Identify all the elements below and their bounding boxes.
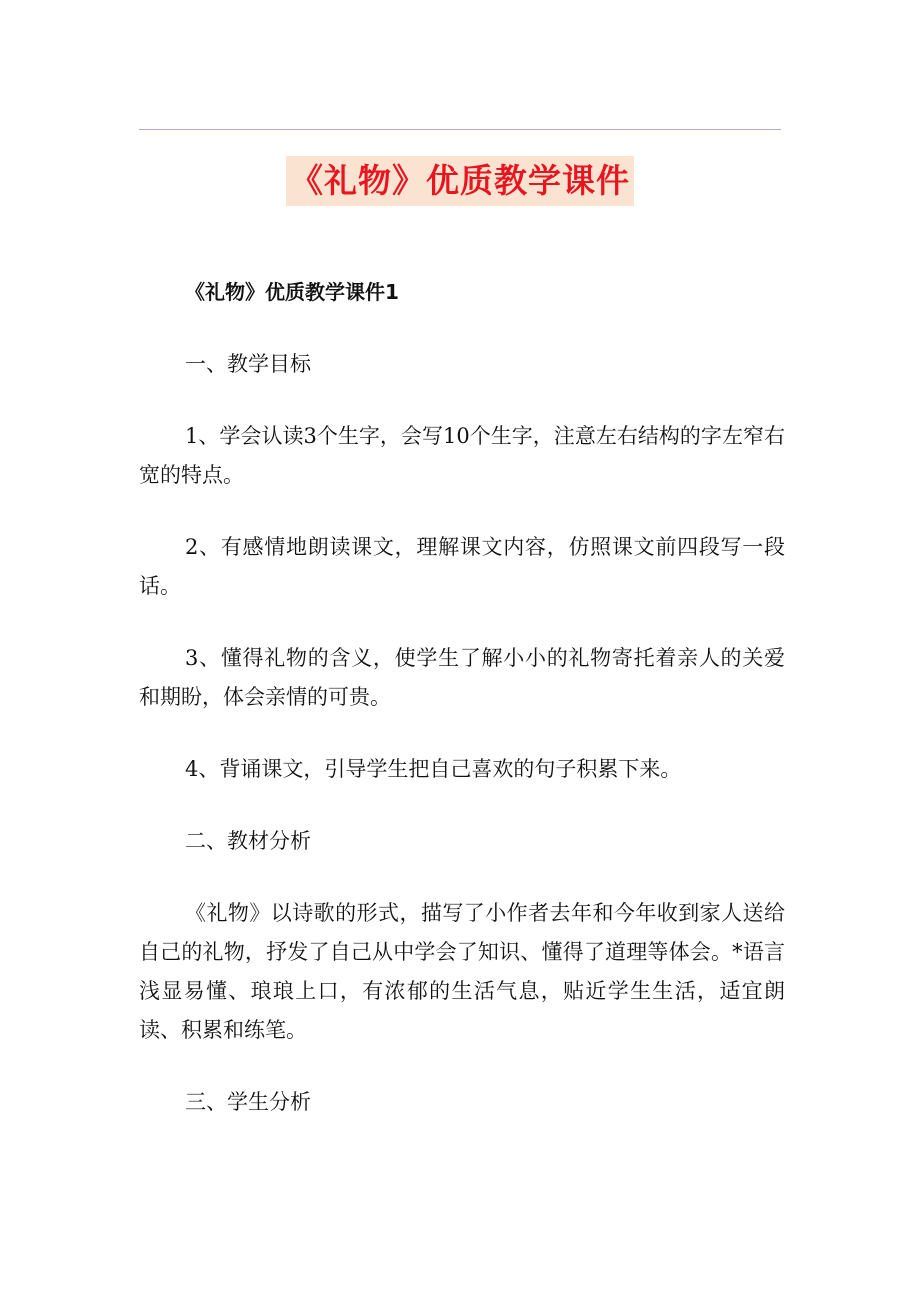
document-title: 《礼物》优质教学课件 [286, 156, 634, 206]
paragraph: 4、背诵课文，引导学生把自己喜欢的句子积累下来。 [185, 757, 682, 781]
header-divider [139, 129, 781, 130]
subsection-heading: 二、教材分析 [185, 829, 311, 853]
document-body [139, 273, 785, 1122]
subsection-heading: 三、学生分析 [185, 1090, 311, 1114]
section-heading: 《礼物》优质教学课件1 [185, 280, 399, 304]
paragraph: 1、学会认读3个生字，会写10个生字，注意左右结构的字左窄右宽的特点。 [139, 424, 785, 487]
paragraph: 3、懂得礼物的含义，使学生了解小小的礼物寄托着亲人的关爱和期盼，体会亲情的可贵。 [139, 646, 785, 709]
paragraph: 2、有感情地朗读课文，理解课文内容，仿照课文前四段写一段话。 [139, 535, 785, 598]
paragraph: 《礼物》以诗歌的形式，描写了小作者去年和今年收到家人送给自己的礼物，抒发了自己从中学会了知识、懂得了道理等体会。*语言浅显易懂、琅琅上口，有浓郁的生活气息，贴近学生生活，适宜朗读、积累和练笔。 [139, 901, 785, 1042]
subsection-heading: 一、教学目标 [185, 352, 311, 376]
title-container [0, 156, 920, 206]
